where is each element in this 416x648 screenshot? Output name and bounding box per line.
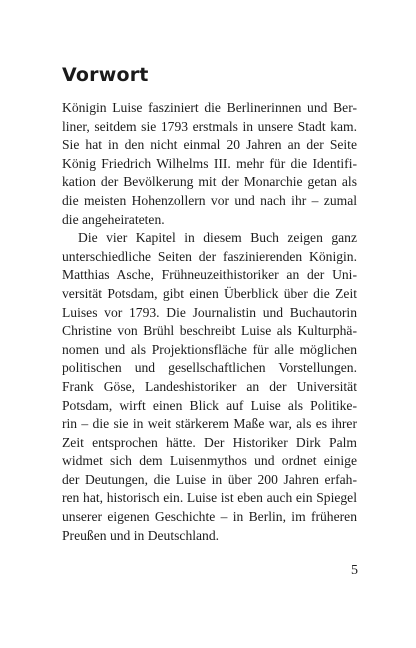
text-line: Potsdam, wirft einen Blick auf Luise als Politike- [62,397,357,413]
text-line: unserer eigenen Geschichte – in Berlin, im früheren [62,509,357,525]
page-number: 5 [351,563,358,578]
text-line: ren hat, historisch ein. Luise ist eben auch ein Spiegel [62,490,357,506]
text-line: nomen und als Projektionsfläche für alle möglichen [62,341,357,357]
text-line: widmet sich dem Luisenmythos und ordnet einige [62,453,357,469]
text-line: Preußen und in Deutschland. [62,527,220,543]
text-line: Luises vor 1793. Die Journalistin und Buchautorin [62,304,357,320]
paragraph-1 [62,99,357,229]
body-text [62,99,357,545]
text-line: Frank Göse, Landeshistoriker an der Universität [62,378,357,394]
text-line: kation der Bevölkerung mit der Monarchie getan als [62,174,357,190]
page-title: Vorwort [62,64,149,86]
text-line: die angeheirateten. [62,211,165,227]
text-line: politischen und gesellschaftlichen Vorstellungen. [62,360,357,376]
text-line: der Deutungen, die Luise in über 200 Jahren erfah- [62,471,357,487]
text-line: liner, seitdem sie 1793 erstmals in unsere Stadt kam. [62,118,357,134]
paragraph-2 [62,229,357,545]
text-line: Sie hat in den nicht einmal 20 Jahren an der Seite [62,137,357,153]
text-line: Christine von Brühl beschreibt Luise als Kulturphä- [62,323,357,339]
text-line: Königin Luise fasziniert die Berlinerinnen und Ber- [62,100,357,115]
text-line: Matthias Asche, Frühneuzeithistoriker an der Uni- [62,267,357,283]
text-line: unterschiedliche Seiten der faszinierenden Königin. [62,248,357,264]
text-line: Zeit entsprochen hätte. Der Historiker Dirk Palm [62,434,357,450]
text-line: Die vier Kapitel in diesem Buch zeigen ganz [78,230,357,246]
text-line: rin – die sie in weit stärkerem Maße war, als es ihrer [62,416,357,432]
text-line: versität Potsdam, gibt einen Überblick über die Zeit [62,285,357,301]
text-line: König Friedrich Wilhelms III. mehr für die Identifi- [62,155,357,171]
text-line: die meisten Hohenzollern vor und nach ihr – zumal [62,192,357,208]
